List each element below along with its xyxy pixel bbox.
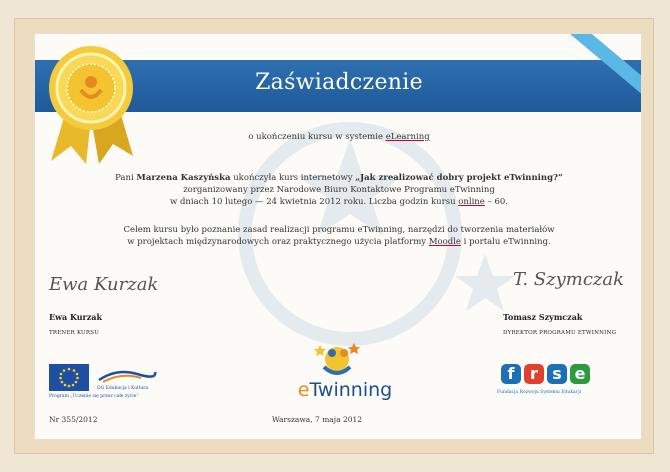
recipient-prefix: Pani — [115, 173, 137, 183]
body-line-5 — [35, 236, 642, 248]
etwinning-wordmark — [290, 379, 400, 401]
gold-seal-icon — [34, 33, 151, 166]
left-signature: Ewa Kurzak — [49, 274, 159, 295]
place-and-date: Warszawa, 7 maja 2012 — [272, 415, 363, 424]
eu-caption-1: DG Edukacja i Kultura — [97, 386, 149, 391]
certificate-paper — [34, 33, 642, 440]
purpose-end: i portalu eTwinning. — [460, 237, 551, 247]
hours-text: – 60. — [484, 197, 508, 207]
eu-stars-icon — [49, 364, 89, 391]
purpose-text: w projektach międzynarodowych oraz praktycznego użycia platformy — [127, 237, 429, 247]
recipient-name: Marzena Kaszyńska — [136, 173, 231, 183]
dates-text: w dniach 10 lutego — 24 kwietnia 2012 roku. Liczba godzin kursu — [170, 197, 459, 207]
subtitle-text: o ukończeniu kursu w systemie — [248, 132, 386, 142]
right-signer-role: DYREKTOR PROGRAMU ETWINNING — [503, 330, 617, 336]
etwinning-logo — [290, 339, 400, 414]
right-signature: T. Szymczak — [513, 269, 625, 290]
frse-letter-r: r — [524, 364, 544, 384]
eu-caption-2: Program „Uczenie się przez całe życie” — [49, 394, 139, 399]
frse-letters — [501, 364, 590, 384]
left-signer-name: Ewa Kurzak — [49, 312, 103, 322]
certificate-title: Zaświadczenie — [255, 70, 423, 95]
subtitle-elearning: eLearning — [385, 132, 430, 142]
left-signer-role: TRENER KURSU — [49, 330, 100, 336]
etwinning-e: e — [297, 379, 310, 401]
eu-logo — [49, 364, 169, 404]
body-line-2: zorganizowany przez Narodowe Biuro Kontaktowe Programu eTwinning — [183, 185, 495, 195]
online-word: online — [458, 197, 485, 207]
frse-letter-s: s — [547, 364, 567, 384]
body-line-1 — [35, 172, 642, 184]
frse-letter-e: e — [570, 364, 590, 384]
eu-flag-icon — [49, 364, 89, 391]
etwinning-rest: Twinning — [309, 379, 393, 401]
course-name: „Jak zrealizować dobry projekt eTwinning?” — [355, 173, 563, 183]
moodle-word: Moodle — [428, 237, 461, 247]
body-line-3 — [35, 196, 642, 208]
right-signer-name: Tomasz Szymczak — [503, 312, 583, 322]
frse-logo — [497, 364, 607, 404]
subtitle — [35, 131, 642, 143]
frse-caption: Fundacja Rozwoju Systemu Edukacji — [497, 390, 582, 395]
body-line-4: Celem kursu było poznanie zasad realizacji programu eTwinning, narzędzi do tworzenia materiałów — [123, 225, 555, 235]
certificate-number: Nr 355/2012 — [49, 415, 98, 424]
frse-letter-f: f — [501, 364, 521, 384]
lifelong-learning-icon — [97, 366, 157, 384]
recipient-mid: ukończyła kurs internetowy — [230, 173, 356, 183]
etwinning-figure-icon — [312, 339, 362, 379]
